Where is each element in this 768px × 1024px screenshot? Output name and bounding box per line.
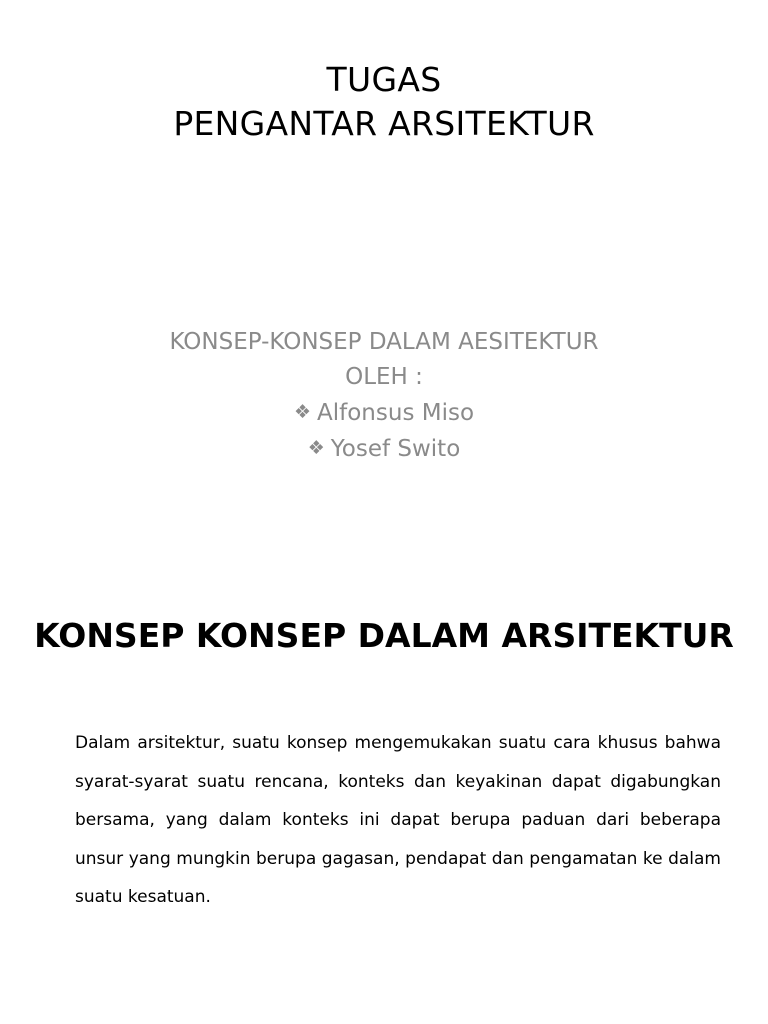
topic-line: KONSEP-KONSEP DALAM AESITEKTUR [169,329,599,355]
diamond-bullet-icon: ❖ [293,401,312,423]
subtitle-block [0,325,768,467]
author-name: Alfonsus Miso [317,400,475,426]
author-item [0,431,768,467]
title-line-1: TUGAS [326,60,442,99]
author-name: Yosef Swito [330,436,461,462]
title-line-2: PENGANTAR ARSITEKTUR [173,104,595,143]
body-paragraph: Dalam arsitektur, suatu konsep mengemukakan suatu cara khusus bahwa syarat-syarat suatu rencana, konteks dan keyakinan dapat digabungkan bersama, yang dalam konteks ini dapat berupa paduan dari beberapa unsur yang mungkin berupa gagasan, pendapat dan pengamatan ke dalam suatu kesatuan. [75,733,721,907]
by-label: OLEH : [345,364,423,390]
diamond-bullet-icon: ❖ [307,437,325,459]
author-item [0,395,768,431]
section-heading: KONSEP KONSEP DALAM ARSITEKTUR [34,616,734,655]
document-title [0,58,768,146]
